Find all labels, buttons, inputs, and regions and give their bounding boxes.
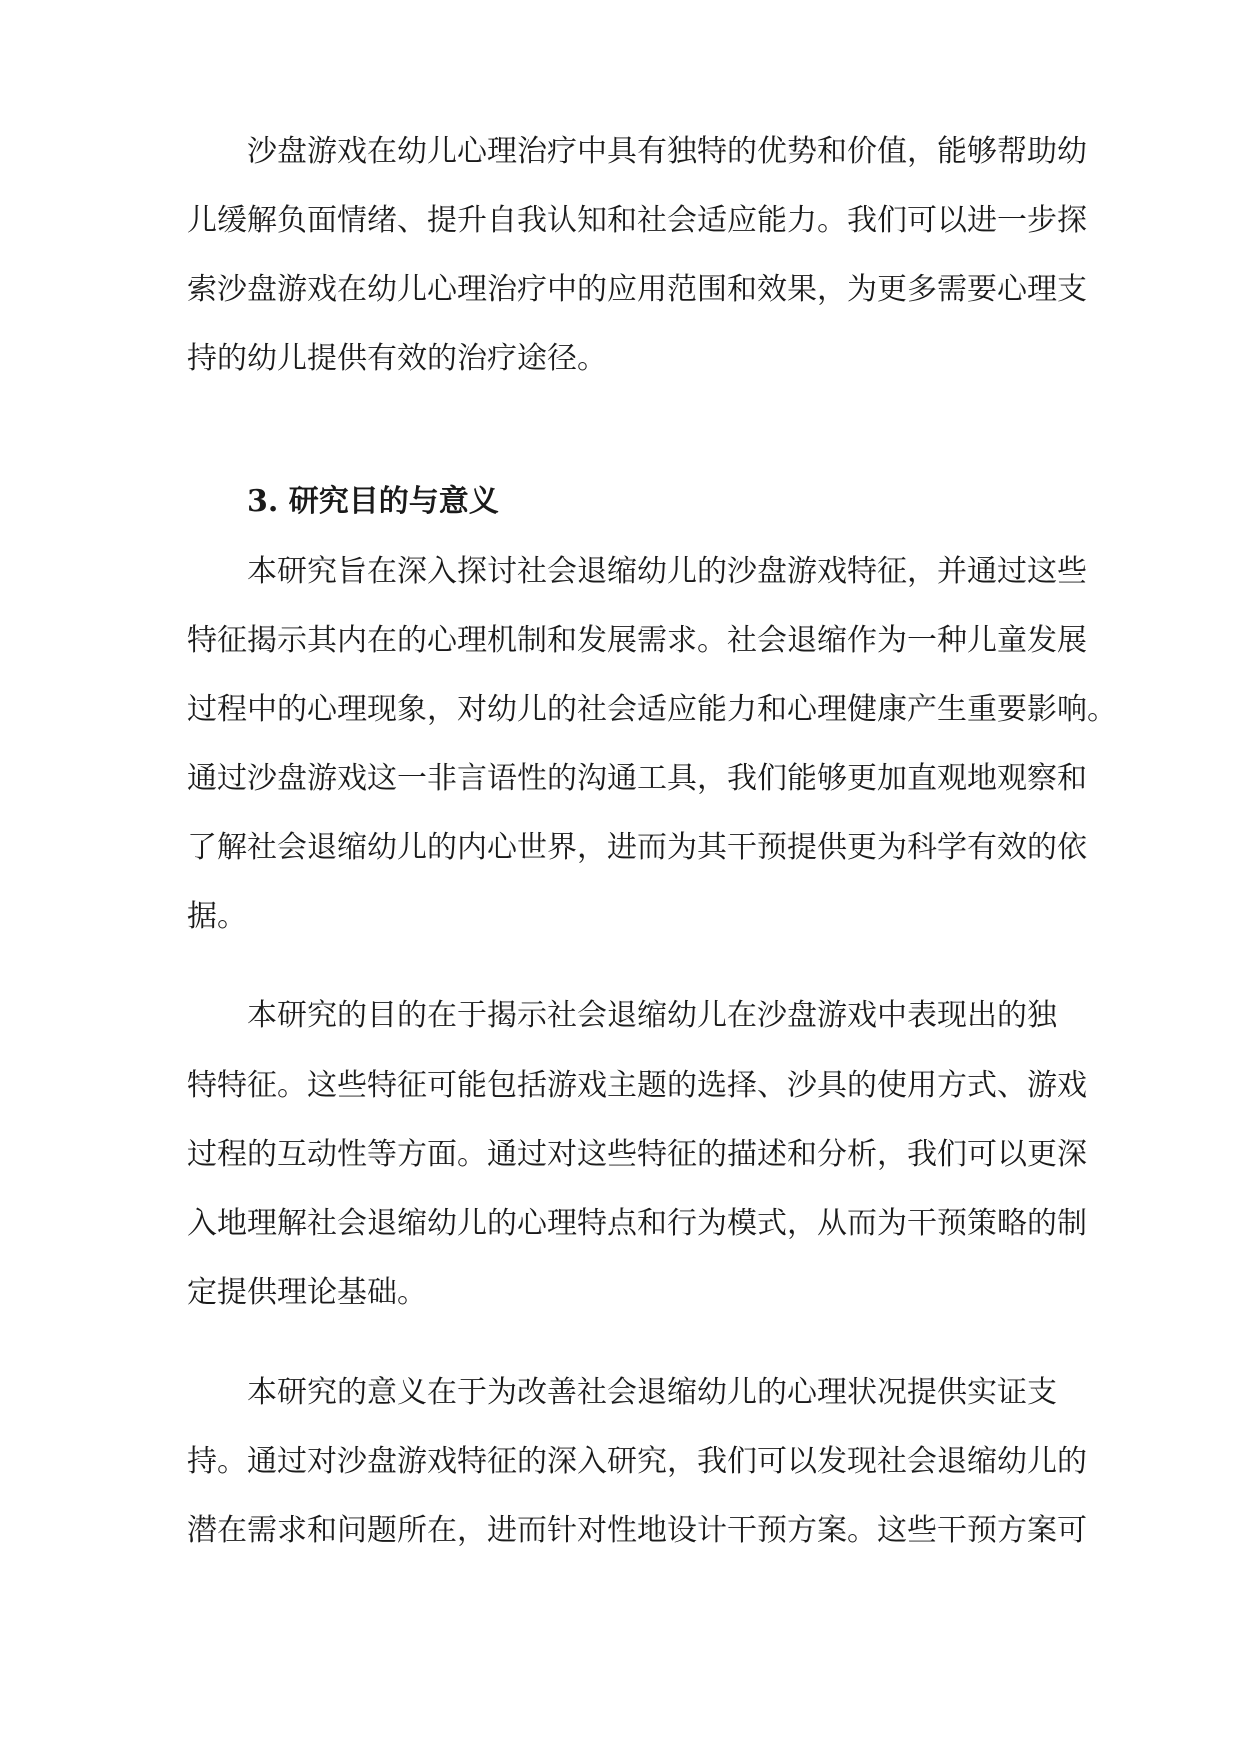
paragraph-line: 通过沙盘游戏这一非言语性的沟通工具，我们能够更加直观地观察和: [187, 761, 1087, 796]
paragraph-line: 过程的互动性等方面。通过对这些特征的描述和分析，我们可以更深: [187, 1137, 1087, 1172]
paragraph-line: 索沙盘游戏在幼儿心理治疗中的应用范围和效果，为更多需要心理支: [187, 272, 1087, 307]
paragraph-line: 沙盘游戏在幼儿心理治疗中具有独特的优势和价值，能够帮助幼: [247, 134, 1087, 169]
paragraph-line: 持的幼儿提供有效的治疗途径。: [187, 341, 607, 376]
paragraph-line: 了解社会退缩幼儿的内心世界，进而为其干预提供更为科学有效的依: [187, 830, 1087, 865]
paragraph-line: 特特征。这些特征可能包括游戏主题的选择、沙具的使用方式、游戏: [187, 1068, 1087, 1103]
paragraph-line: 据。: [187, 899, 247, 934]
paragraph-line: 持。通过对沙盘游戏特征的深入研究，我们可以发现社会退缩幼儿的: [187, 1444, 1087, 1479]
section-heading: 3. 研究目的与意义: [247, 484, 499, 519]
paragraph-line: 本研究的意义在于为改善社会退缩幼儿的心理状况提供实证支: [247, 1375, 1057, 1410]
paragraph-line: 潜在需求和问题所在，进而针对性地设计干预方案。这些干预方案可: [187, 1513, 1087, 1548]
paragraph-line: 过程中的心理现象，对幼儿的社会适应能力和心理健康产生重要影响。: [187, 692, 1117, 727]
paragraph-line: 本研究的目的在于揭示社会退缩幼儿在沙盘游戏中表现出的独: [247, 998, 1057, 1033]
paragraph-line: 特征揭示其内在的心理机制和发展需求。社会退缩作为一种儿童发展: [187, 623, 1087, 658]
paragraph-line: 儿缓解负面情绪、提升自我认知和社会适应能力。我们可以进一步探: [187, 203, 1087, 238]
paragraph-line: 入地理解社会退缩幼儿的心理特点和行为模式，从而为干预策略的制: [187, 1206, 1087, 1241]
paragraph-line: 定提供理论基础。: [187, 1275, 427, 1310]
paragraph-line: 本研究旨在深入探讨社会退缩幼儿的沙盘游戏特征，并通过这些: [247, 554, 1087, 589]
